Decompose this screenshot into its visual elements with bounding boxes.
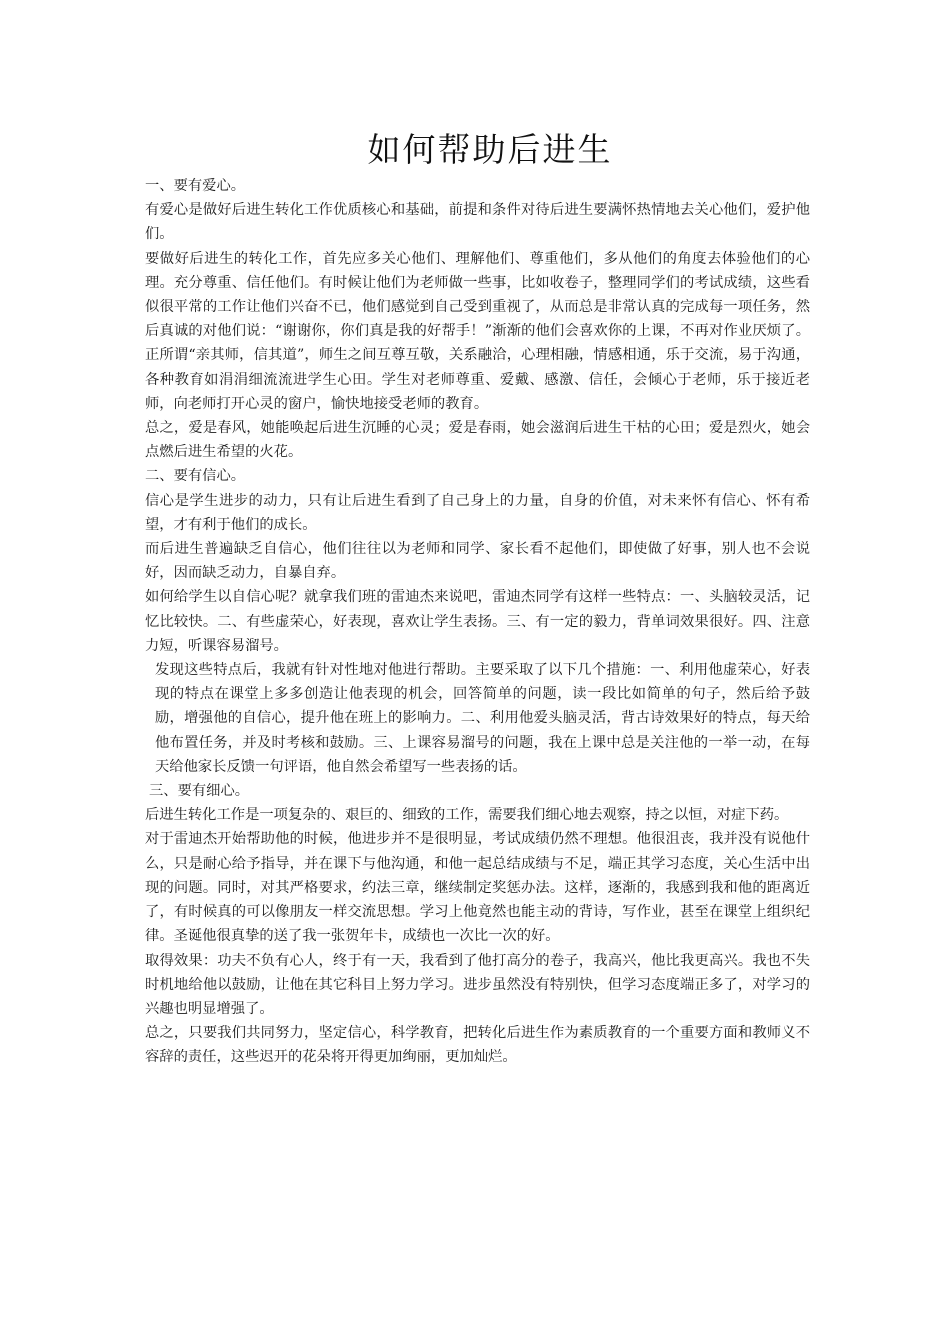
paragraph: 取得效果：功夫不负有心人，终于有一天，我看到了他打高分的卷子，我高兴，他比我更高兴。我也不失时机地给他以鼓励，让他在其它科目上努力学习。进步虽然没有特别快，但学习态度端正多了，对学习的兴趣也明显增强了。: [145, 952, 810, 1017]
section-heading-1: 一、要有爱心。: [145, 178, 246, 194]
section-heading-2: 二、要有信心。: [145, 468, 246, 485]
paragraph: 对于雷迪杰开始帮助他的时候，他进步并不是很明显，考试成绩仍然不理想。他很沮丧，我并没有说他什么，只是耐心给予指导，并在课下与他沟通，和他一起总结成绩与不足，端正其学习态度，关心生活中出现的问题。同时，对其严格要求，约法三章，继续制定奖惩办法。这样，逐渐的，我感到我和他的距离近了，有时候真的可以像朋友一样交流思想。学习上他竟然也能主动的背诗，写作业，甚至在课堂上组织纪律。圣诞他很真挚的送了我一张贺年卡，成绩也一次比一次的好。: [145, 831, 810, 945]
paragraph: 总之，爱是春风，她能唤起后进生沉睡的心灵；爱是春雨，她会滋润后进生干枯的心田；爱是烈火，她会点燃后进生希望的火花。: [145, 420, 810, 461]
paragraph: 发现这些特点后，我就有针对性地对他进行帮助。主要采取了以下几个措施：一、利用他虚荣心，好表现的特点在课堂上多多创造让他表现的机会，回答简单的问题，读一段比如简单的句子，然后给予鼓励，增强他的自信心，提升他在班上的影响力。二、利用他爱头脑灵活，背古诗效果好的特点，每天给他布置任务，并及时考核和鼓励。三、上课容易溜号的问题，我在上课中总是关注他的一举一动，在每天给他家长反馈一句评语，他自然会希望写一些表扬的话。: [155, 662, 810, 775]
document-body: [145, 174, 810, 1070]
section-heading-3: 三、要有细心。: [149, 783, 250, 800]
paragraph: 后进生转化工作是一项复杂的、艰巨的、细致的工作，需要我们细心地去观察，持之以恒，对症下药。: [145, 807, 789, 824]
paragraph: 而后进生普遍缺乏自信心，他们往往以为老师和同学、家长看不起他们，即使做了好事，别人也不会说好，因而缺乏动力，自暴自弃。: [145, 541, 810, 582]
paragraph: 有爱心是做好后进生转化工作优质核心和基础，前提和条件对待后进生要满怀热情地去关心他们，爱护他们。: [145, 202, 810, 243]
paragraph: 信心是学生进步的动力，只有让后进生看到了自己身上的力量，自身的价值，对未来怀有信心、怀有希望，才有利于他们的成长。: [145, 492, 810, 533]
paragraph: 要做好后进生的转化工作，首先应多关心他们、理解他们、尊重他们，多从他们的角度去体验他们的心理。充分尊重、信任他们。有时候让他们为老师做一些事，比如收卷子，整理同学们的考试成绩，这些看似很平常的工作让他们兴奋不已，他们感觉到自己受到重视了，从而总是非常认真的完成每一项任务，然后真诚的对他们说：“谢谢你，你们真是我的好帮手！”渐渐的他们会喜欢你的上课，不再对作业厌烦了。正所谓“亲其师，信其道”，师生之间互尊互敬，关系融洽，心理相融，情感相通，乐于交流，易于沟通，各种教育如涓涓细流流进学生心田。学生对老师尊重、爱戴、感激、信任，会倾心于老师，乐于接近老师，向老师打开心灵的窗户，愉快地接受老师的教育。: [145, 250, 810, 412]
paragraph: 总之，只要我们共同努力，坚定信心，科学教育，把转化后进生作为素质教育的一个重要方面和教师义不容辞的责任，这些迟开的花朵将开得更加绚丽，更加灿烂。: [145, 1025, 810, 1066]
document-title: 如何帮助后进生: [367, 130, 613, 169]
paragraph: 如何给学生以自信心呢？就拿我们班的雷迪杰来说吧，雷迪杰同学有这样一些特点：一、头脑较灵活，记忆比较快。二、有些虚荣心，好表现，喜欢让学生表扬。三、有一定的毅力，背单词效果很好。四、注意力短，听课容易溜号。: [145, 589, 810, 654]
